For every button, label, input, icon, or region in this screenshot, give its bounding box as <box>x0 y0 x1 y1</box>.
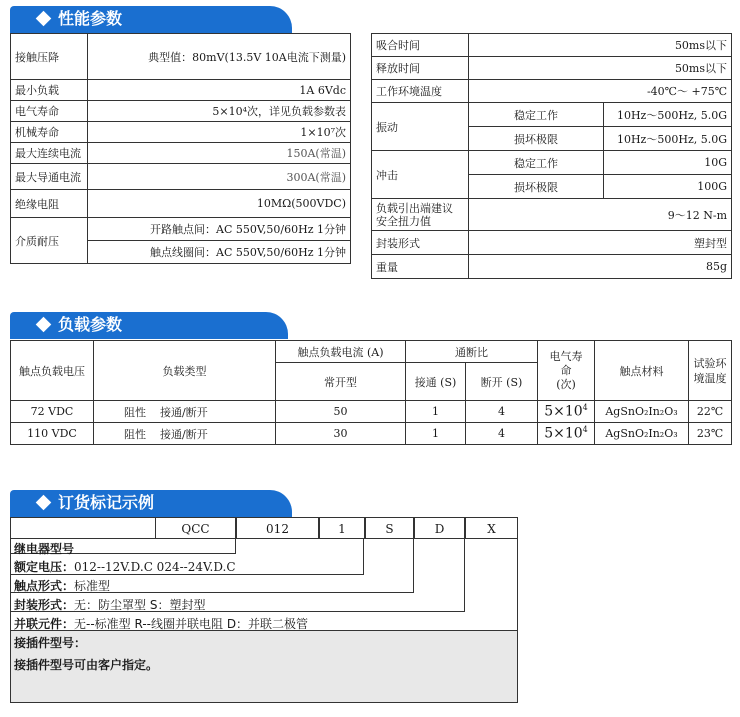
perf-value: 10Hz～500Hz, 5.0G <box>604 103 732 127</box>
section-title: 性能参数 <box>58 9 123 28</box>
perf-label: 接触压降 <box>11 34 88 80</box>
header-off: 断开 (S) <box>466 363 538 401</box>
cell-on: 1 <box>406 401 466 423</box>
perf-label: 重量 <box>372 255 469 279</box>
header-temp <box>689 341 732 401</box>
perf-label: 最大导通电流 <box>11 164 88 190</box>
perf-label: 工作环境温度 <box>372 80 469 103</box>
contact-options: 标准型 <box>74 579 111 593</box>
label-voltage: 额定电压：012--12V.D.C 024--24V.D.C <box>14 560 236 574</box>
perf-label: 介质耐压 <box>11 218 88 264</box>
code-seal: S <box>365 517 414 539</box>
perf-value: 5×10⁴次，详见负载参数表 <box>88 101 351 122</box>
perf-sublabel: 损坏极限 <box>469 127 604 151</box>
cell-life <box>538 423 595 445</box>
perf-label: 释放时间 <box>372 57 469 80</box>
perf-value: 150A(常温) <box>88 143 351 164</box>
perf-value: 开路触点间：AC 550V,50/60Hz 1分钟 <box>88 218 351 241</box>
performance-table-right <box>371 33 732 279</box>
life-base: 5×10 <box>544 403 583 420</box>
cell-material: AgSnO₂In₂O₃ <box>595 401 689 423</box>
section-title: 订货标记示例 <box>58 493 155 512</box>
table-row <box>11 401 732 423</box>
section-header-order <box>10 490 292 516</box>
life-exp: 4 <box>582 425 588 435</box>
section-header-performance <box>10 6 292 32</box>
temp-line2: 境温度 <box>693 371 727 385</box>
perf-value: 50ms以下 <box>469 34 732 57</box>
perf-label: 冲击 <box>372 151 469 199</box>
code-contact: 1 <box>319 517 365 539</box>
header-voltage: 触点负载电压 <box>11 341 94 401</box>
type-text: 阻性 <box>124 405 146 419</box>
cell-off: 4 <box>466 423 538 445</box>
load-parameters-table <box>10 340 732 445</box>
code-plug: X <box>465 517 518 539</box>
perf-label: 绝缘电阻 <box>11 190 88 218</box>
life-line2: 命 <box>560 363 572 377</box>
perf-value: 85g <box>469 255 732 279</box>
table-row <box>11 423 732 445</box>
perf-value: 50ms以下 <box>469 57 732 80</box>
code-voltage: 012 <box>236 517 319 539</box>
diamond-icon <box>36 317 52 333</box>
perf-label: 吸合时间 <box>372 34 469 57</box>
seal-options: 无：防尘罩型 S：塑封型 <box>74 598 206 612</box>
perf-value: 1×10⁷次 <box>88 122 351 143</box>
perf-label: 封装形式 <box>372 231 469 255</box>
performance-table-left <box>10 33 351 264</box>
cell-current: 30 <box>276 423 406 445</box>
perf-sublabel: 稳定工作 <box>469 151 604 175</box>
life-line3: (次) <box>556 377 576 391</box>
perf-value: 10Hz～500Hz, 5.0G <box>604 127 732 151</box>
cell-on: 1 <box>406 423 466 445</box>
parallel-options: 无--标准型 R--线圈并联电阻 D：并联二极管 <box>74 617 309 631</box>
mode-text: 接通/断开 <box>160 405 208 419</box>
perf-value: 9～12 N-m <box>469 199 732 231</box>
perf-sublabel: 损坏极限 <box>469 175 604 199</box>
header-material: 触点材料 <box>595 341 689 401</box>
header-underline <box>10 337 288 339</box>
life-line1: 电气寿 <box>549 349 583 363</box>
label-model: 继电器型号 <box>14 542 75 556</box>
perf-value: 触点线圈间：AC 550V,50/60Hz 1分钟 <box>88 241 351 264</box>
section-header-load <box>10 312 288 338</box>
perf-value: -40℃～ +75℃ <box>469 80 732 103</box>
temp-line1: 试验环 <box>693 356 727 370</box>
perf-value: 100G <box>604 175 732 199</box>
perf-value: 1A 6Vdc <box>88 80 351 101</box>
cell-type <box>94 401 276 423</box>
torque-label-line1: 负载引出端建议 <box>376 201 453 215</box>
code-qcc: QCC <box>155 517 236 539</box>
perf-value: 塑封型 <box>469 231 732 255</box>
perf-value: 10G <box>604 151 732 175</box>
life-exp: 4 <box>582 403 588 413</box>
torque-label-line2: 安全扭力值 <box>376 214 431 228</box>
perf-label <box>372 199 469 231</box>
cell-voltage: 72 VDC <box>11 401 94 423</box>
label-seal: 封装形式：无：防尘罩型 S：塑封型 <box>14 598 206 612</box>
perf-value: 典型值：80mV(13.5V 10A电流下测量) <box>88 34 351 80</box>
cell-off: 4 <box>466 401 538 423</box>
cell-current: 50 <box>276 401 406 423</box>
voltage-options: 012--12V.D.C 024--24V.D.C <box>74 560 236 574</box>
perf-value: 300A(常温) <box>88 164 351 190</box>
label-plug: 接插件型号： <box>14 636 87 650</box>
perf-sublabel: 稳定工作 <box>469 103 604 127</box>
header-load-type: 负载类型 <box>94 341 276 401</box>
code-parallel: D <box>414 517 465 539</box>
header-ratio: 通断比 <box>406 341 538 363</box>
perf-label: 振动 <box>372 103 469 151</box>
cell-temp: 23℃ <box>689 423 732 445</box>
diamond-icon <box>36 11 52 27</box>
diamond-icon <box>36 495 52 511</box>
perf-label: 电气寿命 <box>11 101 88 122</box>
perf-value: 10MΩ(500VDC) <box>88 190 351 218</box>
life-base: 5×10 <box>544 425 583 442</box>
header-life <box>538 341 595 401</box>
perf-label: 最小负载 <box>11 80 88 101</box>
header-on: 接通 (S) <box>406 363 466 401</box>
plug-note: 接插件型号可由客户指定。 <box>14 658 159 672</box>
perf-label: 最大连续电流 <box>11 143 88 164</box>
cell-life <box>538 401 595 423</box>
label-contact: 触点形式：标准型 <box>14 579 111 593</box>
cell-material: AgSnO₂In₂O₃ <box>595 423 689 445</box>
cell-temp: 22℃ <box>689 401 732 423</box>
cell-type <box>94 423 276 445</box>
mode-text: 接通/断开 <box>160 427 208 441</box>
section-title: 负载参数 <box>58 315 123 334</box>
type-text: 阻性 <box>124 427 146 441</box>
cell-voltage: 110 VDC <box>11 423 94 445</box>
label-parallel: 并联元件：无--标准型 R--线圈并联电阻 D：并联二极管 <box>14 617 309 631</box>
header-current-sub: 常开型 <box>276 363 406 401</box>
perf-label: 机械寿命 <box>11 122 88 143</box>
header-current: 触点负载电流 (A) <box>276 341 406 363</box>
